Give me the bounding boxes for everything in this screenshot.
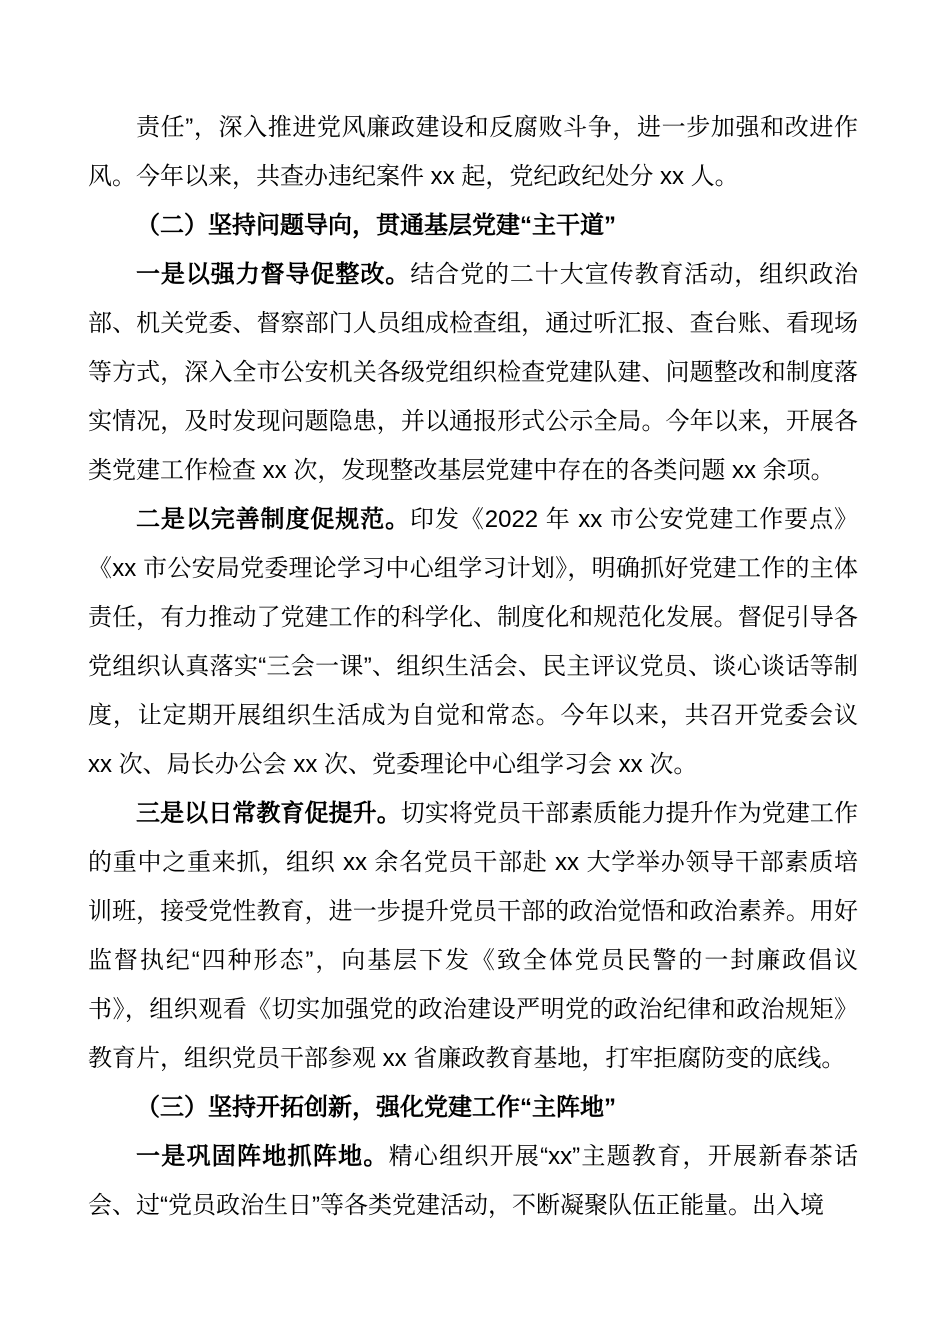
paragraph-text: 切实将党员干部素质能力提升作为党建工作的重中之重来抓，组织 xx 余名党员干部赴 xx 大学举办领导干部素质培训班，接受党性教育，进一步提升党员干部的政治觉悟和政治素养。用好监督执纪“四种形态”，向基层下发《致全体党员民警的一封廉政倡议书》，组织观看《切实加强党的政治建设严明党的政治纪律和政治规矩》教育片，组织党员干部参观 xx 省廉政教育基地，打牢拒腐防变的底线。 [88, 800, 859, 1072]
paragraph-lead: 一是以强力督导促整改。 [136, 261, 411, 288]
section-3-paragraph-1 [88, 1132, 858, 1230]
section-2-heading: （二）坚持问题导向，贯通基层党建“主干道” [136, 212, 616, 239]
paragraph-text: 印发《2022 年 xx 市公安党建工作要点》《xx 市公安局党委理论学习中心组学习计划》，明确抓好党建工作的主体责任，有力推动了党建工作的科学化、制度化和规范化发展。督促引导各党组织认真落实“三会一课”、组织生活会、民主评议党员、谈心谈话等制度，让定期开展组织生活成为自觉和常态。今年以来，共召开党委会议 xx 次、局长办公会 xx 次、党委理论中心组学习会 xx 次。 [88, 506, 858, 778]
opening-paragraph: 责任”，深入推进党风廉政建设和反腐败斗争，进一步加强和改进作风。今年以来，共查办违纪案件 xx 起，党纪政纪处分 xx 人。 [88, 114, 858, 190]
section-2-paragraph-3 [88, 789, 858, 1083]
paragraph-text: 结合党的二十大宣传教育活动，组织政治部、机关党委、督察部门人员组成检查组，通过听汇报、查台账、看现场等方式，深入全市公安机关各级党组织检查党建队建、问题整改和制度落实情况，及时发现问题隐患，并以通报形式公示全局。今年以来，开展各类党建工作检查 xx 次，发现整改基层党建中存在的各类问题 xx 余项。 [88, 261, 859, 484]
paragraph-lead: 三是以日常教育促提升。 [136, 800, 401, 827]
paragraph-lead: 二是以完善制度促规范。 [136, 506, 411, 533]
section-2-paragraph-2 [88, 495, 858, 789]
section-2-paragraph-1 [88, 250, 858, 495]
section-3-heading: （三）坚持开拓创新，强化党建工作“主阵地” [136, 1094, 616, 1121]
paragraph-lead: 一是巩固阵地抓阵地。 [136, 1143, 389, 1170]
paragraph-text: 精心组织开展“xx”主题教育，开展新春茶话会、过“党员政治生日”等各类党建活动，不断凝聚队伍正能量。出入境 [88, 1143, 859, 1219]
